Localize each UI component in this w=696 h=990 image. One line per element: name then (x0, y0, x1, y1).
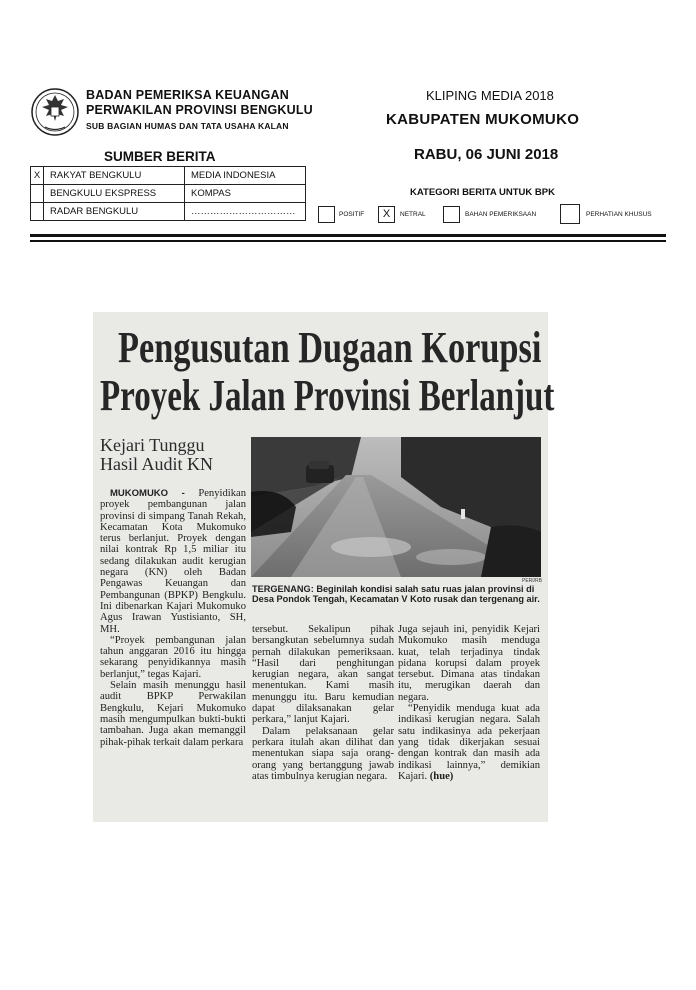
article-paragraph: tersebut. Sekalipun pihak bersangkutan sebelumnya sudah pernah dilakukan pemeriksaan. “Hasil dari penghitungan kerugian negara, akan sangat menentukan. Kami masih menunggu itu. Baru kemudian dapat dilaksanakan gelar perkara,” lanjut Kajari. (252, 624, 394, 726)
article-column (398, 624, 540, 782)
article-column (100, 488, 246, 748)
subheadline (100, 436, 250, 474)
source-other: …………………………… (185, 203, 306, 221)
header-divider (30, 234, 666, 237)
category-checkbox-positif[interactable] (318, 206, 335, 223)
kabupaten-title: KABUPATEN MUKOMUKO (386, 111, 580, 128)
source-name: RAKYAT BENGKULU (44, 167, 185, 185)
article-paragraph: Selain masih menunggu hasil audit BPKP Perwakilan Bengkulu, Kejari Mukomuko masih mengumpulkan bukti-bukti tambahan. Juga akan memanggil pihak-pihak terkait dalam perkara (100, 680, 246, 748)
article-paragraph (398, 703, 540, 782)
headline: Pengusutan Dugaan Korupsi (118, 323, 542, 372)
article-paragraph: Dalam pelaksanaan gelar perkara itulah akan dilihat dan menentukan siapa saja orang-orang yang bertanggung jawab atas timbulnya kerugian negara. (252, 725, 394, 782)
source-other: KOMPAS (185, 185, 306, 203)
kliping-title: KLIPING MEDIA 2018 (426, 88, 554, 103)
headline: Proyek Jalan Provinsi Berlanjut (100, 371, 555, 420)
source-name: RADAR BENGKULU (44, 203, 185, 221)
category-label-netral: NETRAL (400, 211, 426, 218)
garuda-logo-icon (30, 85, 80, 137)
subheadline-line: Hasil Audit KN (100, 454, 214, 474)
category-title: KATEGORI BERITA UNTUK BPK (410, 187, 555, 198)
article-column (252, 624, 394, 782)
paragraph-text: “Penyidik menduga kuat ada indikasi kerugian negara. Salah satu indikasinya ada pekerjaan yang tidak dikerjakan sesuai dengan kontrak dan masih ada indikasi lainnya,” demikian Kajari. (398, 703, 540, 782)
source-other: MEDIA INDONESIA (185, 167, 306, 185)
category-label-perhatian: PERHATIAN KHUSUS (586, 211, 652, 218)
source-name: BENGKULU EKSPRESS (44, 185, 185, 203)
road-photo (251, 437, 541, 577)
category-checkbox-netral[interactable]: X (378, 206, 395, 223)
org-region: PERWAKILAN PROVINSI BENGKULU (86, 103, 313, 117)
table-row (31, 185, 306, 203)
source-table (30, 166, 306, 221)
table-row (31, 167, 306, 185)
table-row (31, 203, 306, 221)
category-label-bahan: BAHAN PEMERIKSAAN (465, 211, 537, 218)
subheadline-line: Kejari Tunggu (100, 435, 205, 455)
photo-caption: TERGENANG: Beginilah kondisi salah satu ruas jalan provinsi di Desa Pondok Tengah, Kecamatan V Koto rusak dan tergenang air. (252, 584, 540, 604)
source-title: SUMBER BERITA (104, 149, 216, 164)
source-check[interactable]: X (31, 167, 44, 185)
category-checkbox-perhatian[interactable] (560, 204, 580, 224)
org-subdivision: SUB BAGIAN HUMAS DAN TATA USAHA KALAN (86, 121, 289, 131)
category-checkbox-bahan[interactable] (443, 206, 460, 223)
article-paragraph: “Proyek pembangunan jalan tahun anggaran 2016 itu hingga sekarang penyidikannya masih berlanjut,” tegas Kajari. (100, 634, 246, 680)
source-check[interactable] (31, 185, 44, 203)
org-name: BADAN PEMERIKSA KEUANGAN (86, 88, 289, 102)
paragraph-text: Penyidikan proyek pembangunan jalan provinsi di simpang Tanah Rekah, Kecamatan Kota Mukomuko terus berlanjut. Proyek dengan nilai kontrak Rp 1,5 miliar itu sedang dilakukan audit kerugian negara (KN) oleh Badan Pengawas Keuangan dan Pembangunan (BPKP) Bengkulu. Ini dibenarkan Kajari Mukomuko Agus Irawan Yustisianto, SH, MH. (100, 488, 246, 635)
header-divider (30, 240, 666, 242)
category-label-positif: POSITIF (339, 211, 365, 218)
article-paragraph: Juga sejauh ini, penyidik Kejari Mukomuko masih menduga kuat, telah terjadinya tindak pidana korupsi dalam proyek tersebut. Dimana atas tindakan itu, merugikan daerah dan negara. (398, 624, 540, 703)
signoff: (hue) (429, 770, 454, 782)
dateline: MUKOMUKO - (110, 488, 185, 499)
date-title: RABU, 06 JUNI 2018 (414, 146, 559, 163)
article-paragraph (100, 488, 246, 635)
source-check[interactable] (31, 203, 44, 221)
photo-credit: PERI/RB (522, 578, 543, 584)
